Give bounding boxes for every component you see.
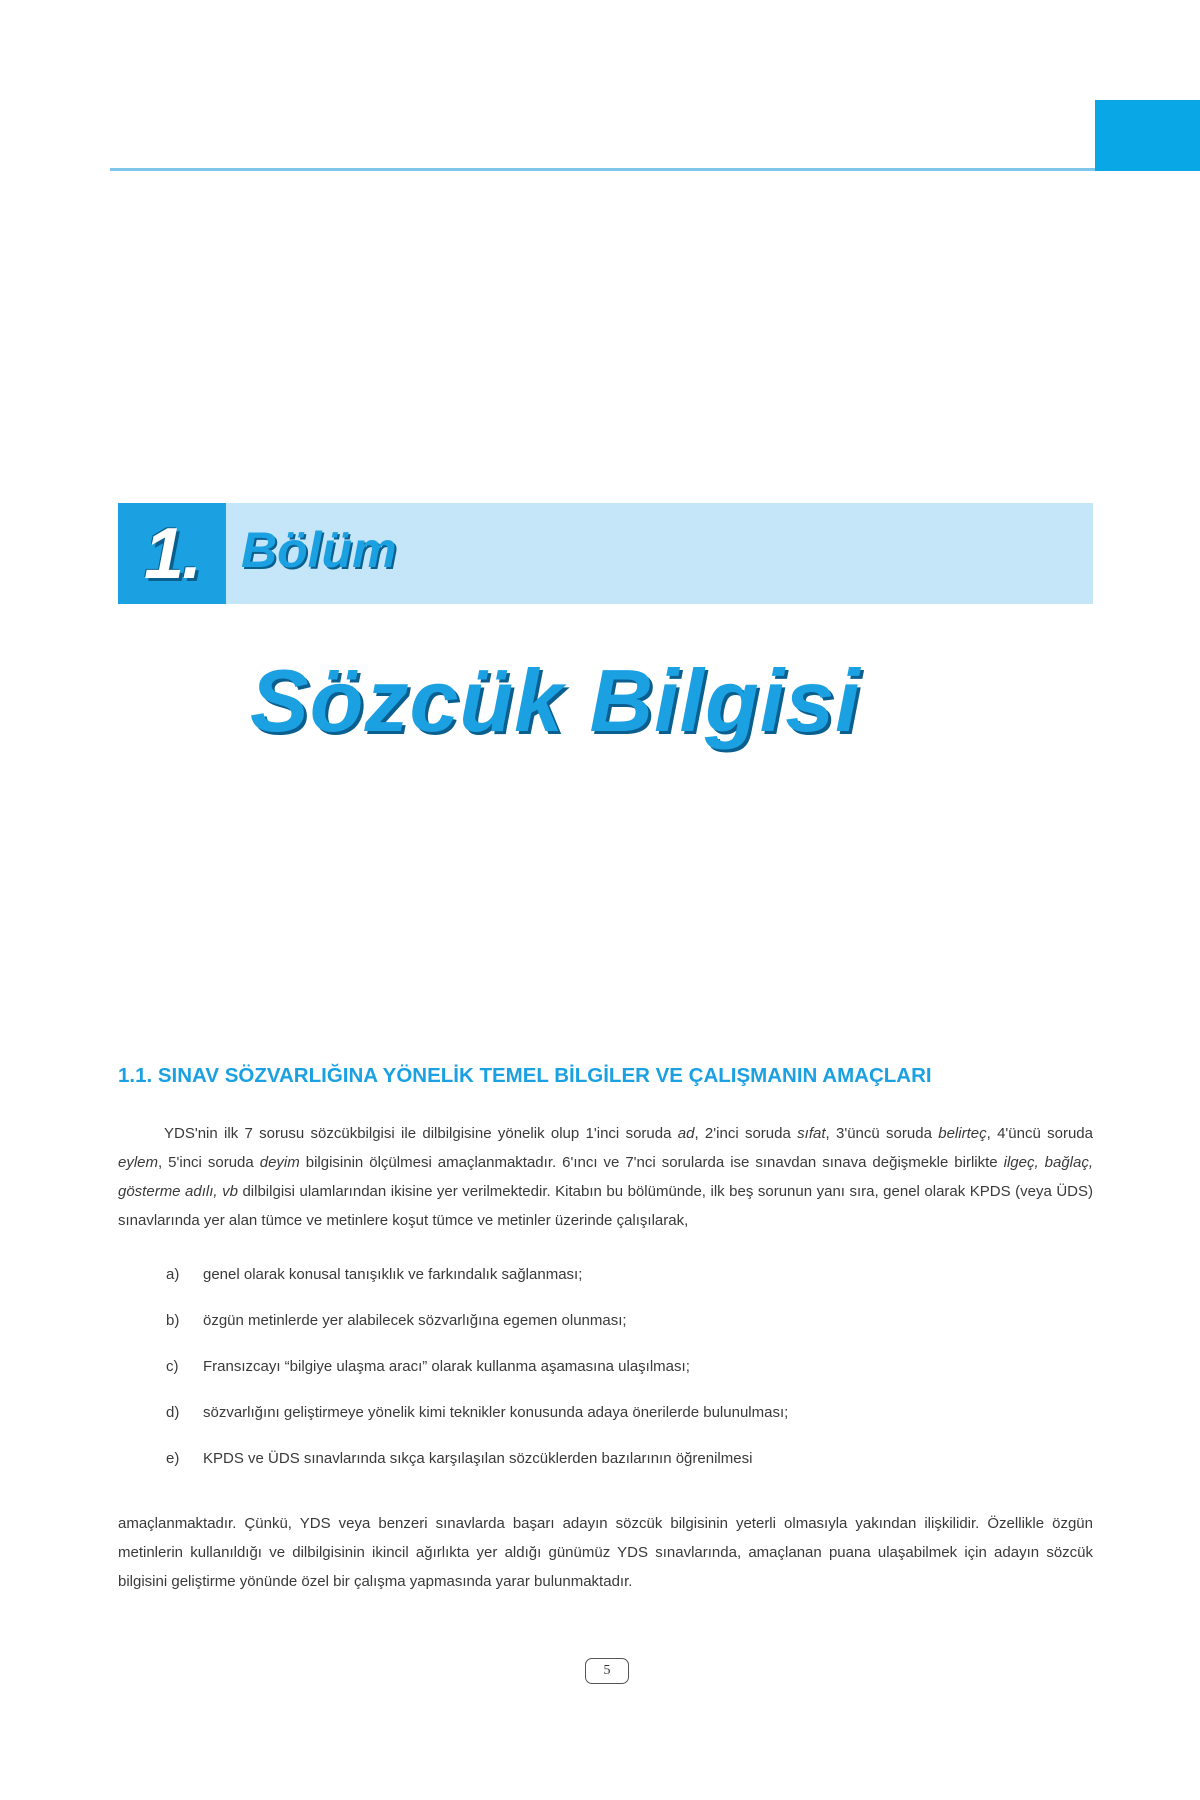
intro-text: bilgisinin ölçülmesi amaçlanmaktadır. 6'ıncı ve 7'nci sorularda ise sınavdan sınava değişmekle birlikte	[299, 1154, 1004, 1171]
intro-text: , 2'inci soruda	[694, 1125, 798, 1142]
list-item-text: genel olarak konusal tanışıklık ve farkındalık sağlanması;	[203, 1266, 583, 1283]
intro-term: ad	[677, 1125, 695, 1142]
chapter-number: 1.	[143, 513, 201, 594]
list-marker: e)	[166, 1450, 180, 1467]
page-number: 5	[585, 1658, 629, 1684]
list-item-text: sözvarlığını geliştirmeye yönelik kimi teknikler konusunda adaya önerilerde bulunulması;	[203, 1404, 789, 1421]
intro-text: YDS'nin ilk 7 sorusu sözcükbilgisi ile dilbilgisine yönelik olup 1'inci soruda	[164, 1125, 678, 1142]
chapter-number-box	[118, 503, 226, 604]
list-marker: a)	[166, 1266, 180, 1283]
chapter-title: Sözcük Bilgisi	[250, 651, 861, 750]
intro-term: eylem	[118, 1154, 159, 1171]
intro-text: , 5'inci soruda	[158, 1154, 260, 1171]
list-item	[166, 1449, 1086, 1495]
header-rule	[110, 168, 1095, 171]
list-item-text: özgün metinlerde yer alabilecek sözvarlığına egemen olunması;	[203, 1312, 627, 1329]
chapter-banner	[118, 503, 1093, 604]
list-item	[166, 1311, 1086, 1357]
closing-paragraph: amaçlanmaktadır. Çünkü, YDS veya benzeri sınavlarda başarı adayın sözcük bilgisinin yeterli olmasıyla yakından ilişkilidir. Özellikle özgün metinlerin kullanıldığı ve dilbilgisinin ikincil ağırlıkta yer aldığı günümüz YDS sınavlarında, amaçlanan puana ulaşabilmek için adayın sözcük bilgisini geliştirme yönünde özel bir çalışma yapmasında yarar bulunmaktadır.	[118, 1515, 1093, 1590]
intro-term: ilgeç, bağlaç, gösterme adılı, vb	[118, 1154, 1093, 1200]
intro-term: sıfat	[797, 1125, 826, 1142]
intro-term: belirteç	[938, 1125, 987, 1142]
list-item	[166, 1265, 1086, 1311]
list-item-text: KPDS ve ÜDS sınavlarında sıkça karşılaşılan sözcüklerden bazılarının öğrenilmesi	[203, 1450, 753, 1467]
intro-text: , 4'üncü soruda	[986, 1125, 1093, 1142]
intro-text: , 3'üncü soruda	[825, 1125, 939, 1142]
list-item	[166, 1357, 1086, 1403]
intro-paragraph	[118, 1119, 1093, 1235]
list-item-text: Fransızcayı “bilgiye ulaşma aracı” olarak kullanma aşamasına ulaşılması;	[203, 1358, 690, 1375]
list-marker: d)	[166, 1404, 180, 1421]
list-item	[166, 1403, 1086, 1449]
section-heading: 1.1. SINAV SÖZVARLIĞINA YÖNELİK TEMEL BİLGİLER VE ÇALIŞMANIN AMAÇLARI	[118, 1064, 932, 1087]
corner-tab-decoration	[1095, 100, 1200, 171]
chapter-label: Bölüm	[241, 522, 397, 578]
intro-text: dilbilgisi ulamlarından ikisine yer verilmektedir. Kitabın bu bölümünde, ilk beş sorunun yanı sıra, genel olarak KPDS (veya ÜDS) sınavlarında yer alan tümce ve metinlere koşut tümce ve metinler üzerinde çalışılarak,	[118, 1183, 1093, 1229]
intro-term: deyim	[259, 1154, 300, 1171]
objectives-list	[166, 1265, 1086, 1495]
list-marker: b)	[166, 1312, 180, 1329]
list-marker: c)	[166, 1358, 179, 1375]
